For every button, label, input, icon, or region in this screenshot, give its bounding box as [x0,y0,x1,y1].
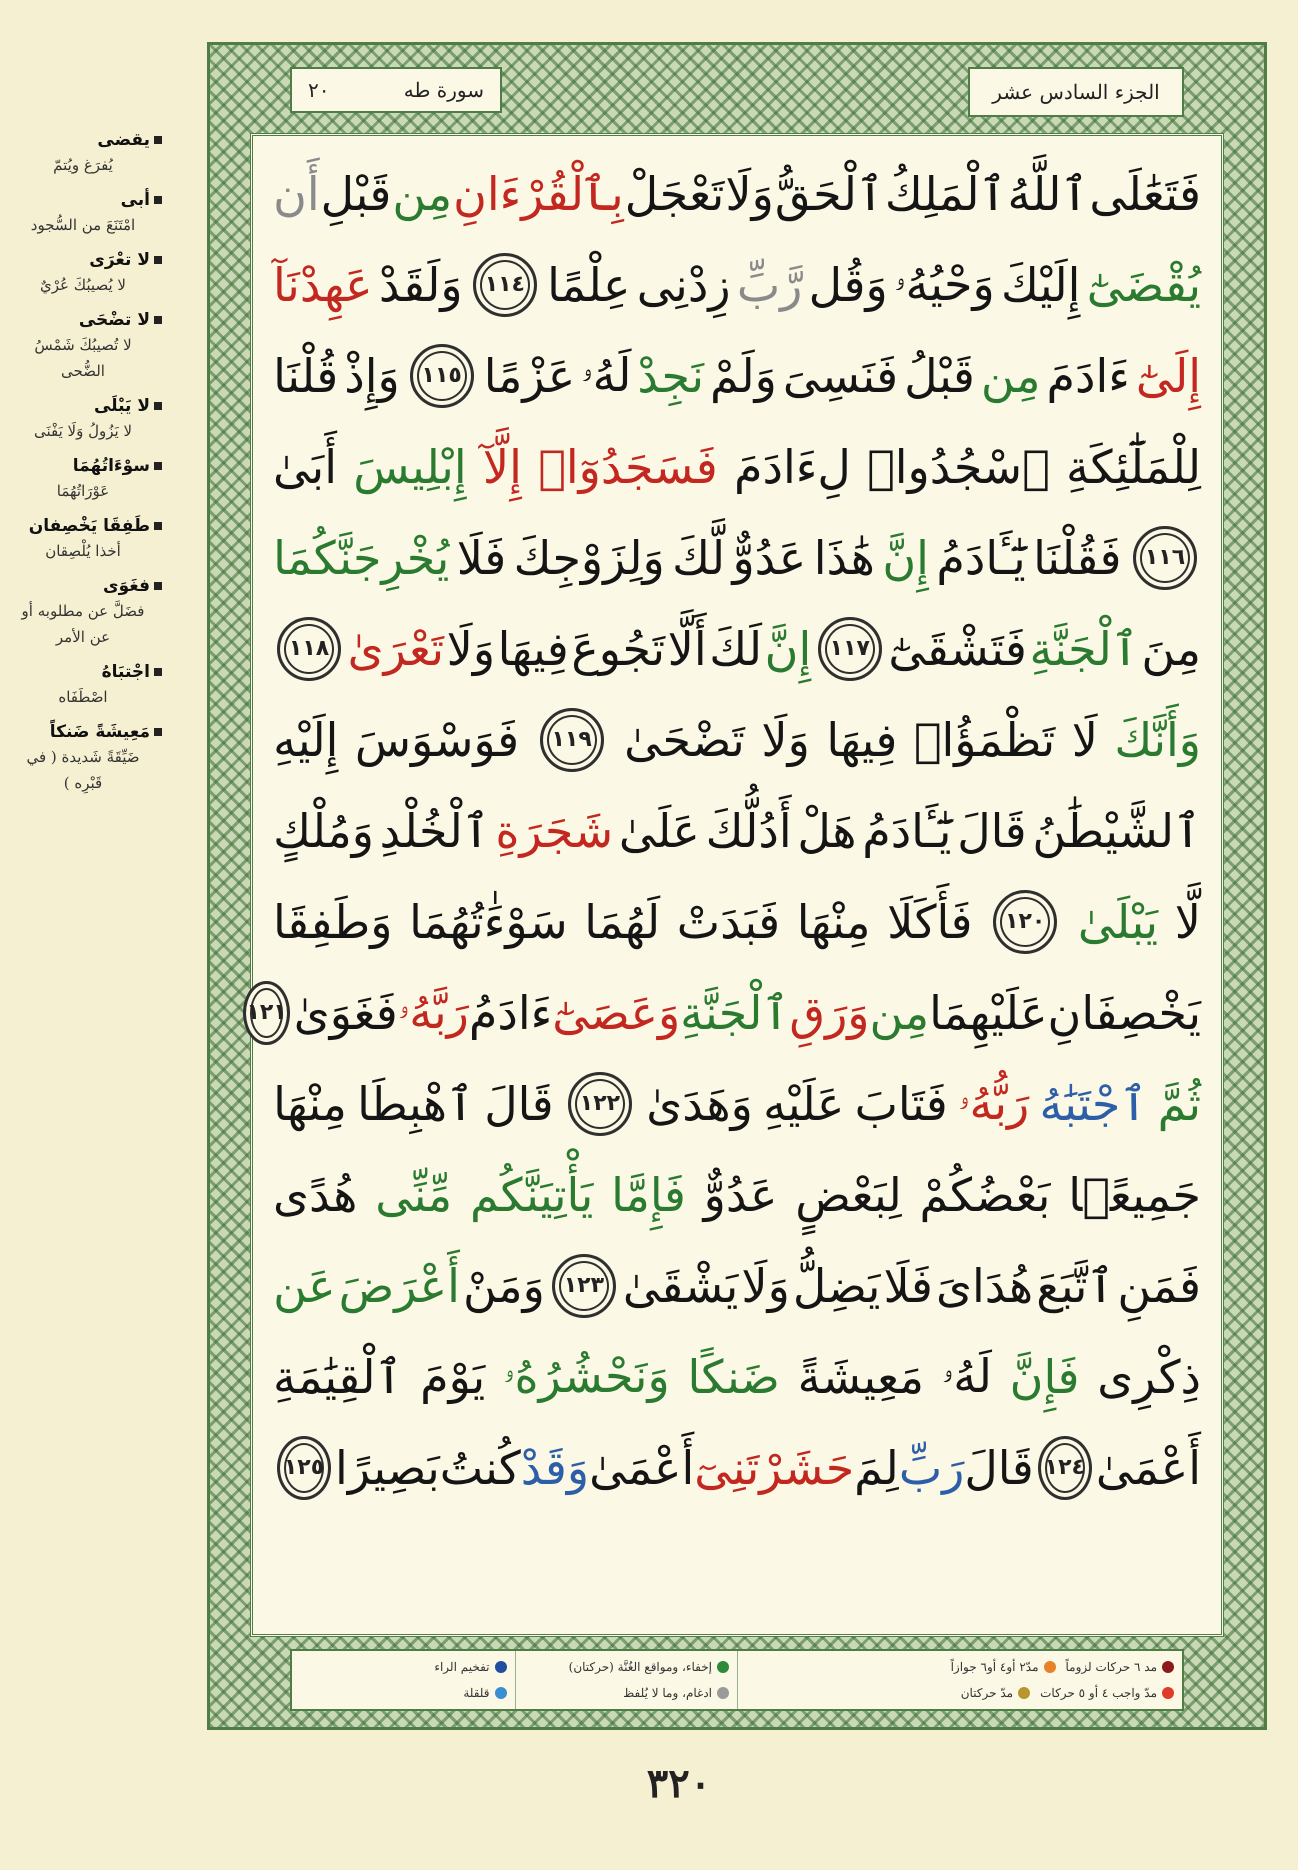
quran-word: مِنْهَا [796,894,871,949]
quran-word: أَلَّا [667,621,707,676]
quran-word: تَعْرَىٰ [347,621,445,676]
quran-word: ثُمَّ [1157,1076,1201,1131]
glossary-word-text: لا تضْحَى [78,310,150,330]
glossary-word-text: فغَوَى [103,576,150,596]
legend-entry [961,1686,1030,1700]
glossary-meaning: يُفرَغ ويُتمّ [53,156,113,174]
ayah-number-marker: ١٢٥ [277,1436,331,1500]
quran-word: وَلِزَوْجِكَ [513,530,665,585]
glossary-entry [14,660,162,710]
quran-word: فَبَدَتْ [676,894,781,949]
quran-word: وَطَفِقَا [273,894,393,949]
glossary-word [14,574,162,598]
verse-line [273,421,1201,512]
quran-word: ٱلْخُلْدِ [379,803,490,858]
quran-word: إِلَّآ [482,439,522,494]
verse-line [273,330,1201,421]
glossary-meaning: أخذا يُلْصِقان [45,542,121,560]
quran-word: يَبْلَىٰ [1077,894,1159,949]
color-dot-icon [495,1661,507,1673]
color-dot-icon [1044,1661,1056,1673]
quran-word: فَسَجَدُوٓا۟ [538,439,718,494]
quran-word: قَالَ [964,1440,1034,1495]
glossary-word [14,720,162,744]
quran-word: مِن [869,985,930,1040]
juz-header [968,67,1184,117]
ayah-number-marker: ١١٤ [473,253,537,317]
quran-word: عَدُوٌّ [732,530,807,585]
quran-word: قَالَ [484,1076,554,1131]
quran-word: رَبُّهُۥ [958,1075,1030,1130]
quran-word: لَا [1071,712,1098,767]
quran-word: ٱتَّبَعَ [1036,1258,1115,1313]
color-dot-icon [1162,1661,1174,1673]
quran-word: ٱلشَّيْطَٰنُ [1032,803,1201,858]
legend-label: قلقلة [463,1686,490,1700]
quran-word: ٱلْجَنَّةِ [1029,621,1139,676]
quran-word: أَعْرَضَ [338,1258,460,1313]
verse-line [273,694,1201,785]
glossary-word-text: اجْتبَاهُ [101,662,150,682]
square-bullet-icon [154,196,162,204]
quran-word: عَدُوٌّ [703,1167,778,1222]
verse-line [273,1058,1201,1149]
quran-word: لَهُمَا [584,894,661,949]
quran-word: شَجَرَةِ [495,803,614,858]
quran-word: فَتَعَٰلَى [1089,166,1201,221]
quran-word: ذِكْرِى [1097,1349,1201,1404]
quran-word: عَلَيْهِ [763,1076,845,1131]
square-bullet-icon [154,522,162,530]
quran-word: يَٰٓـَٔادَمُ [862,803,952,858]
quran-word: وَنَحْشُرُهُۥ [502,1348,670,1403]
ayah-number-marker: ١٢١ [243,981,289,1045]
quran-word: أَدُلُّكَ [705,803,792,858]
verse-line [246,967,1201,1058]
quran-word: وَحْيُهُۥ [893,256,995,311]
quran-word: عَزْمًا [483,348,576,403]
quran-word: مَعِيشَةً [797,1349,924,1404]
glossary-word-text: يقضى [97,130,150,150]
quran-word: بَصِيرًا [335,1440,440,1495]
quran-word: لِءَادَمَ [734,439,851,494]
legend-column [515,1651,738,1709]
quran-word: رَّبِّ [736,257,803,312]
quran-word: وَقَدْ [520,1440,590,1495]
juz-name: الجزء السادس عشر [992,80,1160,104]
glossary-meaning: ضَيِّقَةً شَديدة ( في قَبْرِه ) [26,748,140,792]
ayah-number-marker: ١١٩ [540,708,604,772]
quran-word: فَلَا [883,1258,933,1313]
quran-word: مِّنِّى [375,1167,453,1222]
quran-word: يَأْتِيَنَّكُم [469,1167,594,1222]
quran-word: إِنَّ [882,530,929,585]
glossary-entry [14,394,162,444]
square-bullet-icon [154,256,162,264]
legend-row [524,1686,730,1700]
surah-header [290,67,502,113]
square-bullet-icon [154,582,162,590]
glossary-entry [14,128,162,178]
quran-word: فَإِمَّا [611,1167,686,1222]
legend-column [737,1651,1182,1709]
legend-entry [623,1686,729,1700]
glossary-word-text: لا تعْرَى [89,250,150,270]
legend-row [746,1686,1174,1700]
glossary-word-text: مَعِيشَةً ضَنكاً [49,722,150,742]
ayah-number-marker: ١٢٢ [568,1072,632,1136]
quran-word: عِلْمًا [547,257,631,312]
quran-word: ٱهْبِطَا [357,1076,474,1131]
quran-word: وَأَنَّكَ [1114,712,1201,767]
verse-line [273,785,1201,876]
quran-word: ءَادَمَ [1046,348,1130,403]
quran-word: ٱسْجُدُوا۟ [867,439,1050,494]
quran-word: سَوْءَٰتُهُمَا [409,894,568,949]
quran-word: وَقُل [808,257,888,312]
ayah-number-marker: ١٢٠ [993,890,1057,954]
quran-word: لَكَ [709,621,763,676]
surah-number: ٢٠ [308,78,330,102]
glossary-meaning: فضَلَّ عن مطلوبه أو عن الأمر [21,602,145,646]
quran-word: ٱلْقِيَٰمَةِ [273,1349,403,1404]
quran-word: وَلَا [761,712,810,767]
quran-word: فَتَابَ [854,1076,948,1131]
glossary-word [14,248,162,272]
square-bullet-icon [154,316,162,324]
glossary-word [14,128,162,152]
legend-row [300,1686,507,1700]
ayah-number-marker: ١١٦ [1133,526,1197,590]
quran-word: ءَادَمُ [468,985,553,1040]
legend-column [292,1651,515,1709]
quran-word: وَمُلْكٍ [273,803,374,858]
legend-label: مدّ واجب ٤ أو ٥ حركات [1040,1686,1157,1700]
quran-word: فَمَنِ [1117,1258,1201,1313]
quran-word: وَهَدَىٰ [646,1076,753,1131]
page-number: ٣٢٠ [646,1760,712,1807]
quran-word: رَبَّهُۥ [397,984,469,1039]
square-bullet-icon [154,402,162,410]
square-bullet-icon [154,728,162,736]
legend-row [746,1660,1174,1674]
glossary-word-text: سوْءَاتُهُمَا [72,456,150,476]
quran-word: رَبِّ [898,1440,965,1495]
legend-label: تفخيم الراء [434,1660,490,1674]
legend-label: مدّ حركتان [960,1686,1014,1700]
quran-word: هُدًى [273,1167,358,1222]
quran-word: لِبَعْضٍ [795,1167,902,1222]
quran-word: وَإِذْ [344,348,400,403]
quran-word: عَهِدْنَآ [273,257,373,312]
quran-word: لِمَ [854,1440,899,1495]
quran-word: تَضْحَىٰ [624,712,745,767]
quran-word: وَرَقِ [789,985,870,1040]
quran-word: لِلْمَلَٰٓئِكَةِ [1065,439,1201,494]
color-dot-icon [1162,1687,1174,1699]
glossary-entry [14,248,162,298]
quran-word: قَبْلِ [320,166,392,221]
quran-word: وَلَقَدْ [378,257,463,312]
quran-word: فِيهَا [497,621,569,676]
ayah-number-marker: ١١٥ [410,344,474,408]
legend-row [524,1660,730,1674]
quran-word: فَأَكَلَا [887,894,973,949]
glossary-meaning: لا تُصيبُكَ شَمْسُ الضُّحى [34,336,132,380]
quran-word: أَبَىٰ [273,439,337,494]
quran-word: إِلَيْهِ [273,712,339,767]
quran-word: يُقْضَىٰٓ [1086,257,1201,312]
legend-entry [951,1660,1056,1674]
verse-line [273,1422,1201,1513]
verse-line [273,603,1201,694]
quran-word: إِلَىٰٓ [1135,348,1201,403]
quran-word: قَبْلُ [904,348,975,403]
glossary-meaning: لا يَزُولُ وَلَا يَفْنَى [33,422,133,440]
quran-word: فَقُلْنَا [1033,530,1122,585]
verse-line [273,1331,1201,1422]
quran-word: أَعْمَىٰ [1095,1440,1201,1495]
square-bullet-icon [154,136,162,144]
glossary-word-text: طَفِقَا يَخْصِفان [28,516,150,536]
glossary-entry [14,574,162,650]
glossary-word [14,514,162,538]
quran-word: مِن [980,348,1041,403]
quran-word: لَهُۥ [581,347,632,402]
legend-entry [1066,1660,1175,1674]
square-bullet-icon [154,462,162,470]
glossary-entry [14,454,162,504]
quran-word: تَجُوعَ [571,621,666,676]
glossary-sidebar [14,128,162,806]
quran-word: أَن [273,166,320,221]
quran-word: جَمِيعًۢا [1068,1167,1201,1222]
quran-word: لَّا [1174,894,1201,949]
quran-word: يَشْقَىٰ [622,1258,739,1313]
quran-word: إِبْلِيسَ [353,439,467,494]
quran-word: قُلْنَا [273,348,339,403]
quran-word: قَالَ [957,803,1027,858]
quran-word: حَشَرْتَنِىٓ [694,1440,855,1495]
quran-word: فَلَا [456,530,507,585]
quran-word: يَوْمَ [420,1349,486,1404]
legend-entry [1040,1686,1174,1700]
square-bullet-icon [154,668,162,676]
quran-word: وَلَا [725,166,774,221]
verse-line [273,876,1201,967]
ayah-number-marker: ١٢٤ [1038,1436,1092,1500]
verse-line [273,148,1201,239]
quran-word: تَعْجَلْ [624,166,725,221]
color-dot-icon [717,1687,729,1699]
text-panel [246,133,1224,1637]
glossary-word [14,454,162,478]
quran-word: بَعْضُكُمْ [919,1167,1051,1222]
glossary-word [14,394,162,418]
color-dot-icon [1018,1687,1030,1699]
glossary-word [14,660,162,684]
quran-word: مِن [392,166,453,221]
verse-line [273,512,1201,603]
quran-word: يَٰٓـَٔادَمُ [936,530,1026,585]
quran-word: هُدَاىَ [935,1258,1034,1313]
verse-line [273,1149,1201,1240]
quran-word: فَوَسْوَسَ [354,712,520,767]
ayah-number-marker: ١١٨ [277,617,341,681]
quran-word: تَظْمَؤُا۟ [913,712,1056,767]
color-dot-icon [717,1661,729,1673]
quran-word: ٱللَّهُ [1007,166,1089,221]
quran-word: ٱلْجَنَّةِ [680,985,790,1040]
quran-word: يُخْرِجَنَّكُمَا [273,530,450,585]
glossary-entry [14,720,162,796]
glossary-entry [14,514,162,564]
glossary-meaning: عَوْرَاتُهُمَا [56,482,110,500]
glossary-word [14,308,162,332]
legend-label: ادغام، وما لا يُلفظ [623,1686,712,1700]
verse-line [273,1240,1201,1331]
quran-word: ضَنكًا [687,1349,780,1404]
quran-word: وَلَا [446,621,496,676]
glossary-meaning: امْتَنَعَ من السُّجود [30,216,136,234]
page-frame [207,42,1267,1730]
quran-word: زِدْنِى [636,257,731,312]
quran-word: نَجِدْ [637,348,705,403]
quran-word: هَلْ [797,803,857,858]
glossary-entry [14,308,162,384]
surah-name: سورة طه [403,78,484,102]
legend-label: مدّ٢ أو٤ أو٦ جوازاً [950,1660,1039,1674]
quran-word: فَنَسِىَ [782,348,899,403]
quran-word: وَلَا [741,1258,790,1313]
quran-word: فِيهَا [826,712,898,767]
quran-word: إِنَّ [764,621,812,676]
quran-word: مِنَ [1141,621,1201,676]
quran-word: لَّكَ [672,530,725,585]
tajweed-legend [290,1649,1184,1711]
verse-line [273,239,1201,330]
quran-word: ٱلْمَلِكُ [884,166,1007,221]
legend-entry [463,1686,506,1700]
quran-word: لَهُۥ [941,1348,992,1403]
legend-entry [569,1660,729,1674]
quran-word: أَعْمَىٰ [589,1440,695,1495]
legend-row [300,1660,507,1674]
verses-block [246,148,1201,1513]
quran-word: إِلَيْكَ [1000,257,1081,312]
glossary-meaning: اصْطَفَاه [58,688,108,706]
quran-word: ٱلْحَقُّ [774,166,884,221]
legend-label: إخفاء، ومواقع الغُنَّة (حركتان) [568,1660,712,1674]
ayah-number-marker: ١١٧ [818,617,882,681]
glossary-entry [14,188,162,238]
quran-word: وَمَنْ [462,1258,545,1313]
quran-word: هَٰذَا [813,530,875,585]
quran-word: كُنتُ [439,1440,521,1495]
glossary-word-text: لا يَبْلَى [93,396,150,416]
legend-label: مد ٦ حركات لزوماً [1065,1660,1157,1674]
quran-word: عَلَىٰ [618,803,700,858]
ayah-number-marker: ١٢٣ [552,1254,616,1318]
quran-word: عَلَيْهِمَا [929,985,1048,1040]
quran-word: عَن [273,1258,336,1313]
color-dot-icon [495,1687,507,1699]
legend-entry [434,1660,506,1674]
glossary-word [14,188,162,212]
quran-word: ٱجْتَبَٰهُ [1039,1076,1148,1131]
glossary-meaning: لا يُصيبُكَ عُرْيٌ [40,276,126,294]
quran-word: مِنْهَا [273,1076,347,1131]
quran-word: بِٱلْقُرْءَانِ [453,166,624,221]
quran-word: فَغَوَىٰ [293,985,398,1040]
quran-word: يَخْصِفَانِ [1047,985,1201,1040]
quran-word: وَعَصَىٰٓ [552,985,681,1040]
quran-word: فَتَشْقَىٰٓ [888,621,1027,676]
glossary-word-text: أبى [120,190,150,210]
quran-word: فَإِنَّ [1009,1349,1080,1404]
quran-word: وَلَمْ [710,348,777,403]
quran-word: يَضِلُّ [792,1258,881,1313]
